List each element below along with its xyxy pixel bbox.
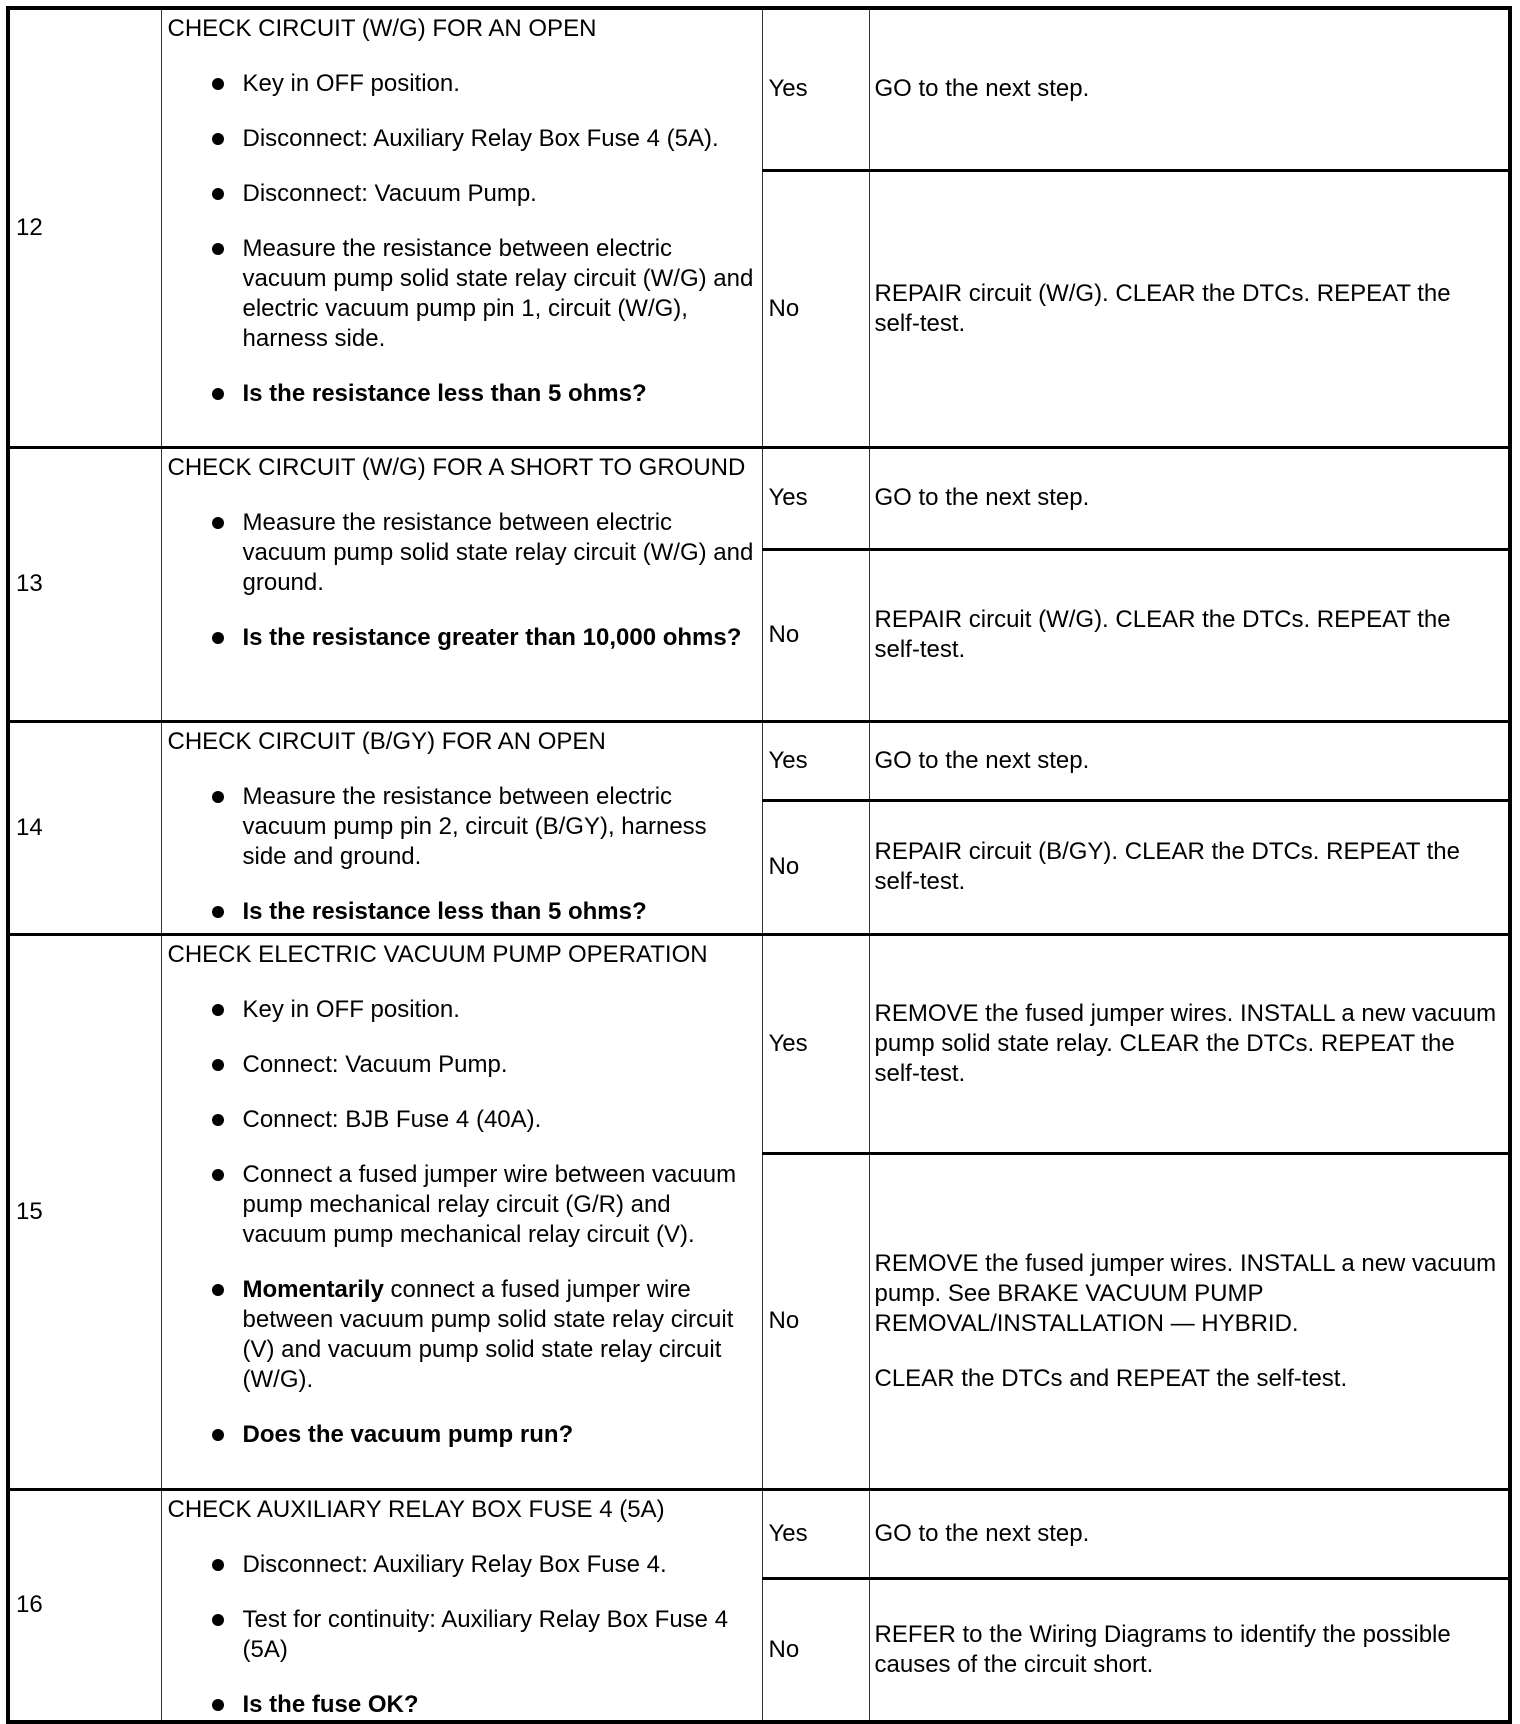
bullet-text: Is the fuse OK? — [242, 1690, 419, 1718]
step-description — [161, 1489, 762, 1722]
step-bullet-item — [168, 234, 756, 354]
step-bullet-item — [168, 897, 756, 927]
yes-result-text: GO to the next step. — [874, 484, 1090, 511]
no-result-text: REFER to the Wiring Diagrams to identify the possible causes of the circuit short. — [874, 1620, 1451, 1678]
bullet-icon — [212, 1169, 224, 1181]
no-result — [869, 1579, 1510, 1722]
yes-result-text: GO to the next step. — [874, 746, 1090, 774]
step-row-yes — [8, 1489, 1510, 1579]
bullet-icon — [212, 1114, 224, 1126]
step-heading: CHECK AUXILIARY RELAY BOX FUSE 4 (5A) — [167, 1495, 665, 1523]
answer-no: No — [762, 1579, 869, 1722]
step-bullet-list — [168, 995, 756, 1450]
step-bullet-item — [168, 1050, 756, 1080]
bullet-icon — [212, 1614, 224, 1626]
answer-yes: Yes — [762, 721, 869, 800]
step-number: 15 — [8, 934, 161, 1489]
bullet-text: Connect: Vacuum Pump. — [242, 1050, 508, 1078]
step-bullet-item — [168, 995, 756, 1025]
answer-yes: Yes — [762, 8, 869, 170]
bullet-icon — [212, 632, 224, 644]
answer-no: No — [762, 170, 869, 447]
step-description — [161, 934, 762, 1489]
bullet-icon — [212, 388, 224, 400]
step-bullet-list — [168, 508, 756, 653]
step-heading: CHECK CIRCUIT (W/G) FOR A SHORT TO GROUND — [167, 453, 746, 481]
step-bullet-item — [168, 1690, 756, 1720]
no-result — [869, 549, 1510, 721]
bullet-text: Measure the resistance between electric vacuum pump solid state relay circuit (W/G) and ground. — [242, 508, 754, 596]
step-number: 16 — [8, 1489, 161, 1722]
step-bullet-item — [168, 179, 756, 209]
diagnostic-steps-table — [6, 6, 1512, 1724]
answer-no: No — [762, 1153, 869, 1489]
yes-result — [869, 447, 1510, 549]
step-row-yes — [8, 934, 1510, 1153]
step-bullet-item — [168, 782, 756, 872]
bullet-icon — [212, 1559, 224, 1571]
step-bullet-item — [168, 1605, 756, 1665]
bullet-text: Is the resistance greater than 10,000 ohms? — [242, 623, 742, 651]
bullet-text: Disconnect: Auxiliary Relay Box Fuse 4 (5A). — [242, 125, 719, 152]
bullet-icon — [212, 517, 224, 529]
step-heading: CHECK ELECTRIC VACUUM PUMP OPERATION — [167, 940, 708, 968]
step-bullet-item — [168, 1275, 756, 1395]
step-row-yes — [8, 8, 1510, 170]
yes-result-text: GO to the next step. — [874, 75, 1090, 103]
yes-result-text: REMOVE the fused jumper wires. INSTALL a new vacuum pump solid state relay. CLEAR the DTCs. REPEAT the self-test. — [874, 999, 1497, 1087]
step-bullet-list — [168, 69, 756, 409]
bullet-text: Key in OFF position. — [242, 70, 460, 97]
bullet-text: Momentarily — [242, 1275, 384, 1303]
step-heading: CHECK CIRCUIT (W/G) FOR AN OPEN — [167, 15, 597, 42]
bullet-icon — [212, 1059, 224, 1071]
bullet-text: Connect a fused jumper wire between vacuum pump mechanical relay circuit (G/R) and vacuum pump mechanical relay circuit (V). — [242, 1160, 737, 1248]
step-row-yes — [8, 721, 1510, 800]
answer-no: No — [762, 549, 869, 721]
bullet-icon — [212, 78, 224, 90]
step-number: 14 — [8, 721, 161, 934]
yes-result — [869, 8, 1510, 170]
step-row-yes — [8, 447, 1510, 549]
bullet-text: Does the vacuum pump run? — [242, 1420, 574, 1448]
bullet-text: Disconnect: Vacuum Pump. — [242, 180, 537, 207]
no-result — [869, 1153, 1510, 1489]
answer-no: No — [762, 800, 869, 934]
table-body — [8, 8, 1510, 1722]
yes-result-text: GO to the next step. — [874, 1519, 1090, 1547]
step-bullet-item — [168, 508, 756, 598]
step-bullet-item — [168, 69, 756, 99]
step-heading: CHECK CIRCUIT (B/GY) FOR AN OPEN — [167, 727, 606, 755]
step-description — [161, 447, 762, 721]
bullet-icon — [212, 1284, 224, 1296]
bullet-text: Is the resistance less than 5 ohms? — [242, 380, 647, 407]
answer-yes: Yes — [762, 1489, 869, 1579]
bullet-icon — [212, 1699, 224, 1711]
bullet-text: Disconnect: Auxiliary Relay Box Fuse 4. — [242, 1550, 667, 1578]
no-result-text: REMOVE the fused jumper wires. INSTALL a new vacuum pump. See BRAKE VACUUM PUMP REMOVAL/INSTALLATION — HYBRID. — [874, 1249, 1497, 1337]
bullet-icon — [212, 188, 224, 200]
bullet-text: Measure the resistance between electric vacuum pump pin 2, circuit (B/GY), harness side and ground. — [242, 782, 707, 870]
bullet-text: Connect: BJB Fuse 4 (40A). — [242, 1105, 542, 1133]
answer-yes: Yes — [762, 934, 869, 1153]
step-description — [161, 8, 762, 447]
bullet-icon — [212, 1429, 224, 1441]
step-bullet-item — [168, 623, 756, 653]
bullet-text: connect a fused jumper wire between vacuum pump solid state relay circuit (V) and vacuum pump solid state relay circuit (W/G). — [242, 1275, 734, 1393]
bullet-icon — [212, 133, 224, 145]
step-number: 12 — [8, 8, 161, 447]
step-bullet-list — [168, 782, 756, 927]
yes-result — [869, 934, 1510, 1153]
no-result-text: REPAIR circuit (W/G). CLEAR the DTCs. REPEAT the self-test. — [874, 279, 1451, 337]
answer-yes: Yes — [762, 447, 869, 549]
step-bullet-item — [168, 124, 756, 154]
bullet-text: Measure the resistance between electric vacuum pump solid state relay circuit (W/G) and electric vacuum pump pin 1, circuit (W/G), harness side. — [242, 235, 754, 352]
step-bullet-list — [168, 1550, 756, 1720]
no-result — [869, 800, 1510, 934]
step-bullet-item — [168, 1160, 756, 1250]
bullet-icon — [212, 791, 224, 803]
bullet-icon — [212, 243, 224, 255]
step-bullet-item — [168, 379, 756, 409]
bullet-icon — [212, 906, 224, 918]
bullet-text: Is the resistance less than 5 ohms? — [242, 897, 647, 925]
step-bullet-item — [168, 1105, 756, 1135]
step-description — [161, 721, 762, 934]
bullet-icon — [212, 1004, 224, 1016]
bullet-text: Key in OFF position. — [242, 995, 460, 1023]
yes-result — [869, 1489, 1510, 1579]
no-result-text: CLEAR the DTCs and REPEAT the self-test. — [874, 1364, 1348, 1392]
no-result — [869, 170, 1510, 447]
step-number: 13 — [8, 447, 161, 721]
step-bullet-item — [168, 1420, 756, 1450]
no-result-text: REPAIR circuit (W/G). CLEAR the DTCs. REPEAT the self-test. — [874, 606, 1451, 663]
bullet-text: Test for continuity: Auxiliary Relay Box Fuse 4 (5A) — [242, 1605, 729, 1663]
no-result-text: REPAIR circuit (B/GY). CLEAR the DTCs. REPEAT the self-test. — [874, 838, 1460, 895]
yes-result — [869, 721, 1510, 800]
step-bullet-item — [168, 1550, 756, 1580]
